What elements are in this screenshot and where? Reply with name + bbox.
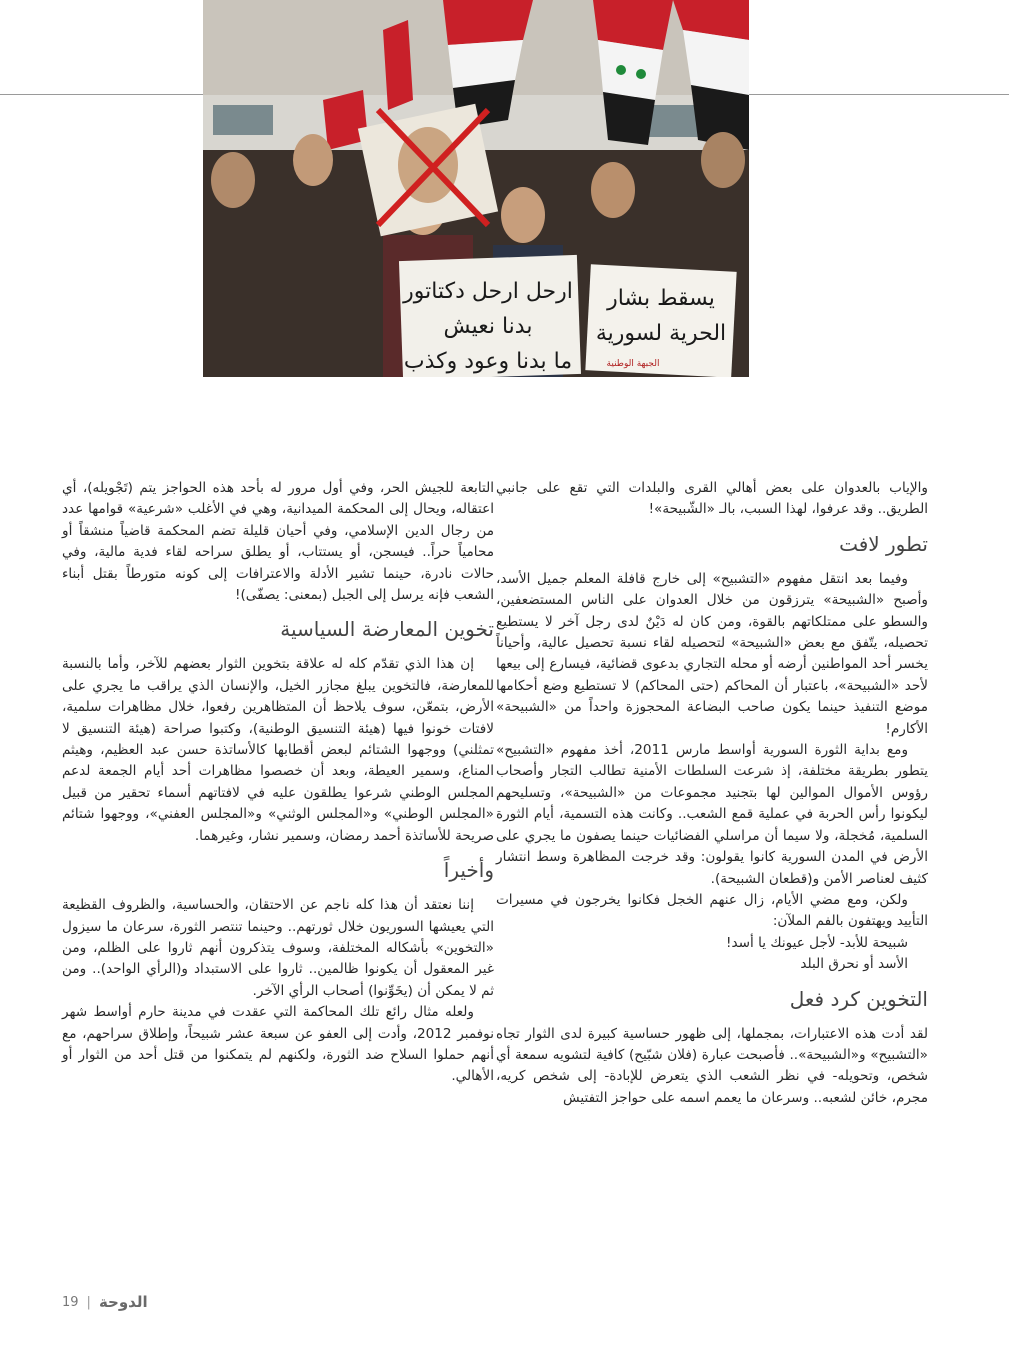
- paragraph: وفيما بعد انتقل مفهوم «التشبيح» إلى خارج قافلة المعلم جميل الأسد، وأصبح «الشبيحة» يترزقون من خلال العدوان على الناس المستضعفين، والسطو على ممتلكاتهم بالقوة، ومن كان له دَيْنٌ لدى رجل آخر لا يستطيع تحصيله، يتّفق مع بعض «الشبيحة» لتحصيله لقاء نسبة تحصيل عالية، وأحياناً يخسر أحد المواطنين أرضه أو محله التجاري بدعوى قضائية، فيسارع إلى بيعها لأحد «الشبيحة»، باعتبار أن المحاكم (حتى المحاكم) لا تستطيع وضع أحكامها موضع التنفيذ حينما يكون صاحب البضاعة المحجوزة واحداً من «الشبيحة» الأكارم!: [496, 570, 928, 737]
- magazine-logo: الدوحة: [98, 1293, 148, 1311]
- protest-photo: [203, 0, 749, 377]
- article-column-right: [496, 478, 928, 1109]
- paragraph: ولكن، ومع مضي الأيام، زال عنهم الخجل فكانوا يخرجون في مسيرات التأييد ويهتفون بالفم الملآن:: [496, 891, 928, 930]
- sign-left-line-3: ما بدنا وعود وكذب: [403, 349, 573, 374]
- sign-left-line-1: ارحل ارحل دكتاتور: [403, 279, 573, 304]
- page-number: 19: [62, 1294, 79, 1310]
- page-footer: [62, 1292, 148, 1312]
- paragraph: ومع بداية الثورة السورية أواسط مارس 2011، أخذ مفهوم «التشبيح» يتطور بطريقة مختلفة، إذ شرعت السلطات الأمنية تطالب التجار وأصحاب رؤوس الأموال الموالين لها بتجنيد مجموعات من «الشبيحة»، وتسليحهم ليكونوا رأس الحربة في عملية قمع الشعب.. وكانت هذه التسمية، أيام الثورة السلمية، مُخجلة، ولا سيما أن مراسلي الفضائيات حينما يصفون ما يجري على الأرض في المدن السورية كانوا يقولون: وقد خرجت المظاهرة وسط انتشار كثيف لعناصر الأمن و(قطعان الشبيحة).: [496, 742, 928, 887]
- protest-sign-left: [399, 255, 581, 377]
- section-heading: وأخيراً: [443, 858, 494, 883]
- paragraph: لقد أدت هذه الاعتبارات، بمجملها، إلى ظهور حساسية كبيرة لدى الثوار تجاه «التشبيح» و«الشبيحة».. فأصبحت عبارة (فلان شبّيح) كافية لتشويه سمعة أي شخص، وتحويله- في نظر الشعب الذي يتعرض للإبادة- إلى شخص كريه، مجرم، خائن لشعبه.. وسرعان ما يعمم اسمه على حواجز التفتيش: [496, 1025, 928, 1106]
- sign-right-line-2: الحرية لسورية: [595, 321, 727, 346]
- paragraph: إننا نعتقد أن هذا كله ناجم عن الاحتقان، والحساسية، والظروف القظيعة التي يعيشها السوريون خلال ثورتهم.. وحينما تنتصر الثورة، سرعان ما سيزول «التخوين» بأشكاله المختلفة، وسوف يتذكرون أنهم ثاروا على الظلم، ومن غير المعقول أن يكونوا ظالمين.. ثاروا على الاستبداد و(الرأي الواحد).. ومن ثم لا يمكن أن (يخَوِّنوا) أصحاب الرأي الآخر.: [62, 897, 494, 999]
- sign-right-small: الجبهة الوطنية: [606, 359, 660, 369]
- section-heading: تخوين المعارضة السياسية: [280, 617, 494, 642]
- footer-separator: |: [86, 1294, 91, 1310]
- paragraph: إن هذا الذي تقدّم كله له علاقة بتخوين الثوار بعضهم للآخر، وأما بالنسبة للمعارضة، فالتخوين يبلغ مجازر الخيل، والإنسان الذي يراقب ما يجري على الأرض، بتمعّن، سوف يلاحظ أن المتظاهرين رفعوا، خلال مظاهرات سلمية، لافتات خونوا فيها (هيئة التنسيق الوطنية)، وكتبوا صراحة (هيئة التنسيق لا تمثلني) ووجهوا الشتائم لبعض أقطابها كالأساتذة حسن عبد العظيم، وهيثم المناع، وسمير العيطة، وبعد أن خصصوا مظاهرات أحد أيام الجمعة لدعم المجلس الوطني شرعوا يطلقون عليه في لافتاتهم أسماء تحقير من قبيل «المجلس الوطني» و«المجلس الوثني» و«المجلس العفني»، ووجهوا شتائم صريحة للأساتذة أحمد رمضان، وسمير نشار، وغيرهما.: [62, 656, 494, 844]
- paragraph: والإياب بالعدوان على بعض أهالي القرى والبلدات التي تقع على جانبي الطريق.. وقد عرفوا، لهذا السبب، بالـ «الشّبيحة»!: [496, 480, 928, 518]
- chant-line: الأسد أو نحرق البلد: [800, 956, 908, 973]
- section-heading: التخوين كرد فعل: [789, 986, 928, 1011]
- chant-line: شبيحة للأبد- لأجل عيونك يا أسد!: [726, 934, 908, 951]
- section-heading: تطور لافت: [839, 531, 928, 556]
- protest-sign-right: [585, 264, 736, 377]
- sign-right-line-1: يسقط بشار: [607, 286, 715, 311]
- paragraph: ولعله مثال رائع تلك المحاكمة التي عقدت في مدينة حارم أواسط شهر نوفمبر 2012، وأدت إلى العفو عن سبعة عشر شبيحاً، وإطلاق سراحهم، مع أنهم حملوا السلاح ضد الثورة، ولكنهم لم يتمكنوا من قتل أحد من الثوار أو الأهالي.: [62, 1004, 494, 1085]
- sign-left-line-2: بدنا نعيش: [443, 314, 533, 339]
- paragraph: التابعة للجيش الحر، وفي أول مرور له بأحد هذه الحواجز يتم (تَجْويله)، أي اعتقاله، ويحال إلى المحكمة الميدانية، وهي في الأغلب «شرعية» قوامها عدد من رجال الدين الإسلامي، وفي أحيان قليلة تضم المحكمة قاضياً منشقاً أو محامياً حراً.. فيسجن، أو يستتاب، أو يطلق سراحه لقاء فدية مالية، وفي حالات نادرة، حينما تشير الأدلة والاعترافات إلى كونه متورطاً بقتل أبناء الشعب فإنه يرسل إلى الجبل (بمعنى: يصفّى)!: [62, 480, 494, 604]
- article-column-left: [62, 478, 494, 1088]
